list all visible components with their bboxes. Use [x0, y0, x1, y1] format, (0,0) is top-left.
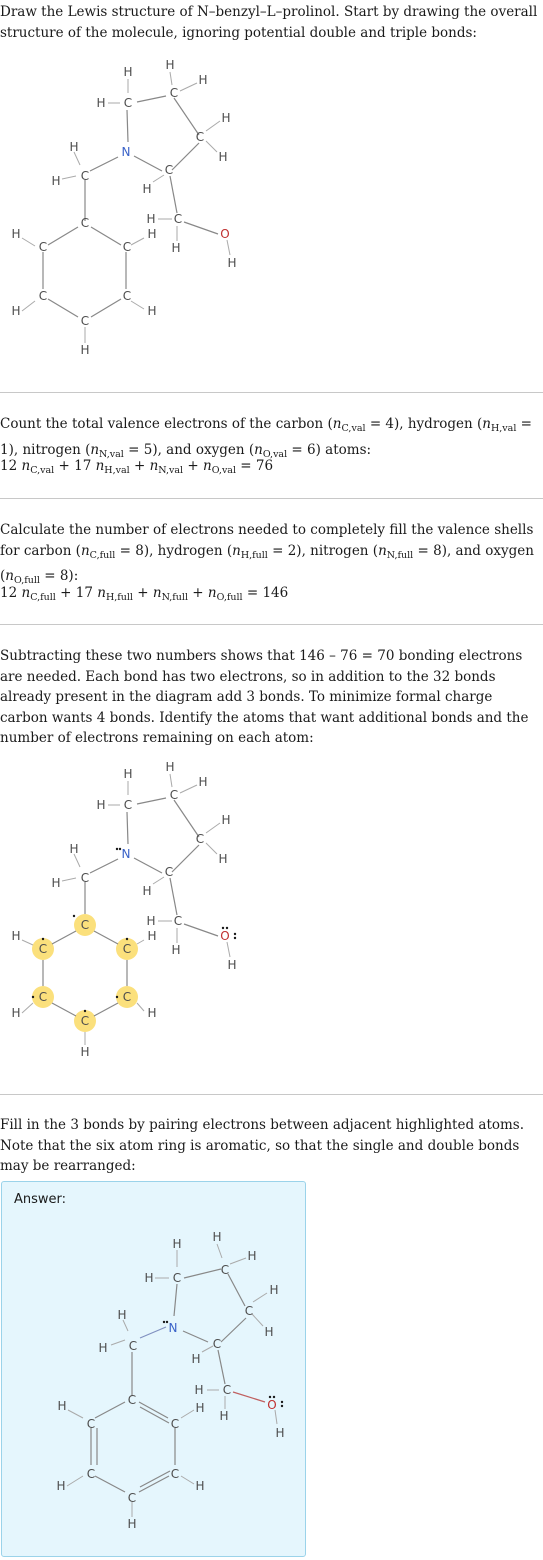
atom-label: H — [123, 767, 133, 781]
atom-label: H — [117, 1308, 127, 1322]
atom-label: H — [171, 943, 181, 957]
atom-label: H — [146, 212, 156, 226]
atom-label: H — [198, 775, 208, 789]
atom-label: H — [147, 1006, 157, 1020]
atom-label: H — [80, 343, 90, 357]
atom-label: C — [170, 1467, 180, 1481]
answer-box — [1, 1181, 306, 1557]
atom-label: C — [172, 1271, 182, 1285]
atom-label: C — [212, 1337, 222, 1351]
step-5-instruction: Fill in the 3 bonds by pairing electrons between adjacent highlighted atoms. Note that the six atom ring is aromatic, so that the single and double bonds may be rearranged: — [0, 1117, 525, 1174]
atom-label: H — [11, 1006, 21, 1020]
atom-label: C — [173, 212, 183, 226]
step-3-instruction: Calculate the number of electrons needed to completely fill the valence shells for carbon $(n_{C,full} = 8)$, hydrogen $(n_{H,full} = 2)$, nitrogen $(n_{N,full} = 8)$, and oxygen $(n_{O,full} = 8)$: — [0, 522, 534, 586]
atom-label: H — [227, 958, 237, 972]
step-2-instruction: Count the total valence electrons of the carbon $(n_{C,val} = 4)$, hydrogen $(n_{H,val} = 1)$, nitrogen $(n_{N,val} = 5)$, and oxygen $(n_{O,val} = 6)$ atoms: — [0, 416, 532, 460]
atom-label: H — [221, 813, 231, 827]
atom-label: C — [38, 240, 48, 254]
step-4-instruction: Subtracting these two numbers shows that 146 – 76 = 70 bonding electrons are needed. Each bond has two electrons, so in addition to the 32 bonds already present in the diagram add 3 bonds. To minimize formal charge carbon wants 4 bonds. Identify the atoms that want additional bonds and the number of electrons remaining on each atom: — [0, 648, 529, 746]
atom-label: C — [80, 314, 90, 328]
atom-label: C — [122, 289, 132, 303]
atom-label: H — [11, 304, 21, 318]
atom-label: C — [128, 1339, 138, 1353]
atom-label: C — [123, 798, 133, 812]
divider — [0, 392, 543, 393]
molecule-diagram-skeleton — [0, 55, 300, 365]
atom-label: C — [122, 942, 132, 956]
atom-label: H — [165, 760, 175, 774]
atom-label: H — [146, 914, 156, 928]
step-1-instruction: Draw the Lewis structure of N–benzyl–L–prolinol. Start by drawing the overall structure of the molecule, ignoring potential double and triple bonds: — [0, 4, 538, 41]
atom-label: H — [69, 140, 79, 154]
atom-label: C — [220, 1263, 230, 1277]
valence-electron-formula: 12 $n_{C,val} + 17$ $n_{H,val} + n_{N,val} + n_{O,val} = 76$ — [0, 458, 274, 476]
atom-label: C — [38, 942, 48, 956]
atom-label: H — [57, 1399, 67, 1413]
atom-label: C — [195, 832, 205, 846]
atom-label-nitrogen: N — [121, 145, 131, 159]
atom-label: C — [38, 990, 48, 1004]
atom-label: H — [142, 182, 152, 196]
atom-label: H — [96, 798, 106, 812]
atom-label: H — [11, 227, 21, 241]
atom-label: C — [123, 96, 133, 110]
atom-label: C — [80, 216, 90, 230]
atom-label: C — [38, 289, 48, 303]
atom-label: C — [170, 1417, 180, 1431]
atom-label: C — [169, 86, 179, 100]
atom-label: H — [51, 876, 61, 890]
atom-label: C — [80, 918, 90, 932]
atom-label: H — [165, 58, 175, 72]
atom-label: C — [169, 788, 179, 802]
divider — [0, 1094, 543, 1095]
atom-label: H — [194, 1383, 204, 1397]
atom-label: H — [275, 1426, 285, 1440]
atom-label-nitrogen: N — [168, 1321, 178, 1335]
atom-label: C — [86, 1467, 96, 1481]
atom-label: C — [164, 865, 174, 879]
atom-label: H — [171, 241, 181, 255]
atom-label: H — [264, 1325, 274, 1339]
atom-label: C — [127, 1491, 137, 1505]
atom-label: H — [96, 96, 106, 110]
atom-label-oxygen: O — [220, 227, 230, 241]
atom-label: H — [247, 1249, 257, 1263]
atom-label: H — [69, 842, 79, 856]
atom-label: H — [147, 929, 157, 943]
atom-label: C — [80, 169, 90, 183]
atom-label-oxygen: O — [220, 929, 230, 943]
atom-label: H — [142, 884, 152, 898]
atom-label: H — [56, 1479, 66, 1493]
atom-label: H — [219, 1409, 229, 1423]
atom-label: H — [98, 1341, 108, 1355]
atom-label: H — [198, 73, 208, 87]
atom-label: H — [11, 929, 21, 943]
atom-label: H — [218, 150, 228, 164]
atom-label: C — [80, 1014, 90, 1028]
atom-label-oxygen: O — [267, 1398, 277, 1412]
full-shell-formula: 12 $n_{C,full} + 17$ $n_{H,full} + n_{N,full} + n_{O,full} = 146$ — [0, 585, 289, 603]
atom-label-nitrogen: N — [121, 847, 131, 861]
atom-label: H — [144, 1271, 154, 1285]
atom-label: C — [164, 163, 174, 177]
atom-label: C — [222, 1383, 232, 1397]
divider — [0, 624, 543, 625]
atom-label: C — [244, 1304, 254, 1318]
atom-label: H — [269, 1283, 279, 1297]
atom-label: H — [212, 1232, 222, 1244]
atom-label: C — [122, 240, 132, 254]
atom-label: H — [191, 1352, 201, 1366]
atom-label: C — [173, 914, 183, 928]
atom-label: H — [127, 1517, 137, 1531]
atom-label: H — [172, 1237, 182, 1251]
atom-label: H — [147, 227, 157, 241]
atom-label: H — [51, 174, 61, 188]
atom-label: H — [221, 111, 231, 125]
atom-label: H — [123, 65, 133, 79]
divider — [0, 498, 543, 499]
molecule-diagram-highlighted — [0, 757, 300, 1067]
atom-label: H — [195, 1479, 205, 1493]
atom-label: C — [122, 990, 132, 1004]
atom-label: C — [86, 1417, 96, 1431]
molecule-diagram-answer — [45, 1232, 305, 1532]
atom-label: C — [80, 871, 90, 885]
atom-label: H — [227, 256, 237, 270]
atom-label: H — [80, 1045, 90, 1059]
atom-label: C — [195, 130, 205, 144]
atom-label: H — [218, 852, 228, 866]
atom-label: H — [147, 304, 157, 318]
atom-label: C — [127, 1393, 137, 1407]
answer-label: Answer: — [14, 1192, 67, 1207]
atom-label: H — [195, 1401, 205, 1415]
